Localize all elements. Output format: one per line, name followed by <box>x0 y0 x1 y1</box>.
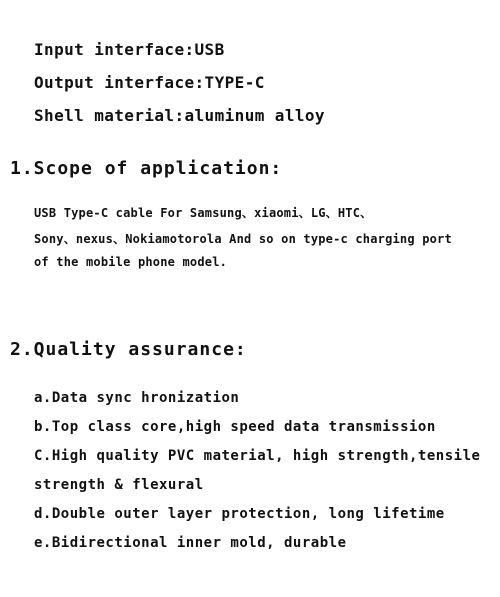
scope-line: of the mobile phone model. <box>34 255 228 269</box>
quality-item: strength & flexural <box>34 477 204 493</box>
scope-line: Sony、nexus、Nokiamotorola And so on type-c charging port <box>34 232 452 246</box>
quality-item: e.Bidirectional inner mold, durable <box>34 535 347 551</box>
quality-item: d.Double outer layer protection, long lifetime <box>34 506 445 522</box>
spec-input-interface: Input interface:USB <box>34 40 225 59</box>
quality-heading: 2.Quality assurance: <box>10 339 247 360</box>
scope-heading: 1.Scope of application: <box>10 158 283 179</box>
quality-item: a.Data sync hronization <box>34 390 240 406</box>
quality-item: b.Top class core,high speed data transmission <box>34 419 436 435</box>
scope-line: USB Type-C cable For Samsung、xiaomi、LG、HTC、 <box>34 206 373 220</box>
spec-output-interface: Output interface:TYPE-C <box>34 73 265 92</box>
spec-shell-material: Shell material:aluminum alloy <box>34 106 325 125</box>
quality-item: C.High quality PVC material, high strength,tensile <box>34 448 481 464</box>
